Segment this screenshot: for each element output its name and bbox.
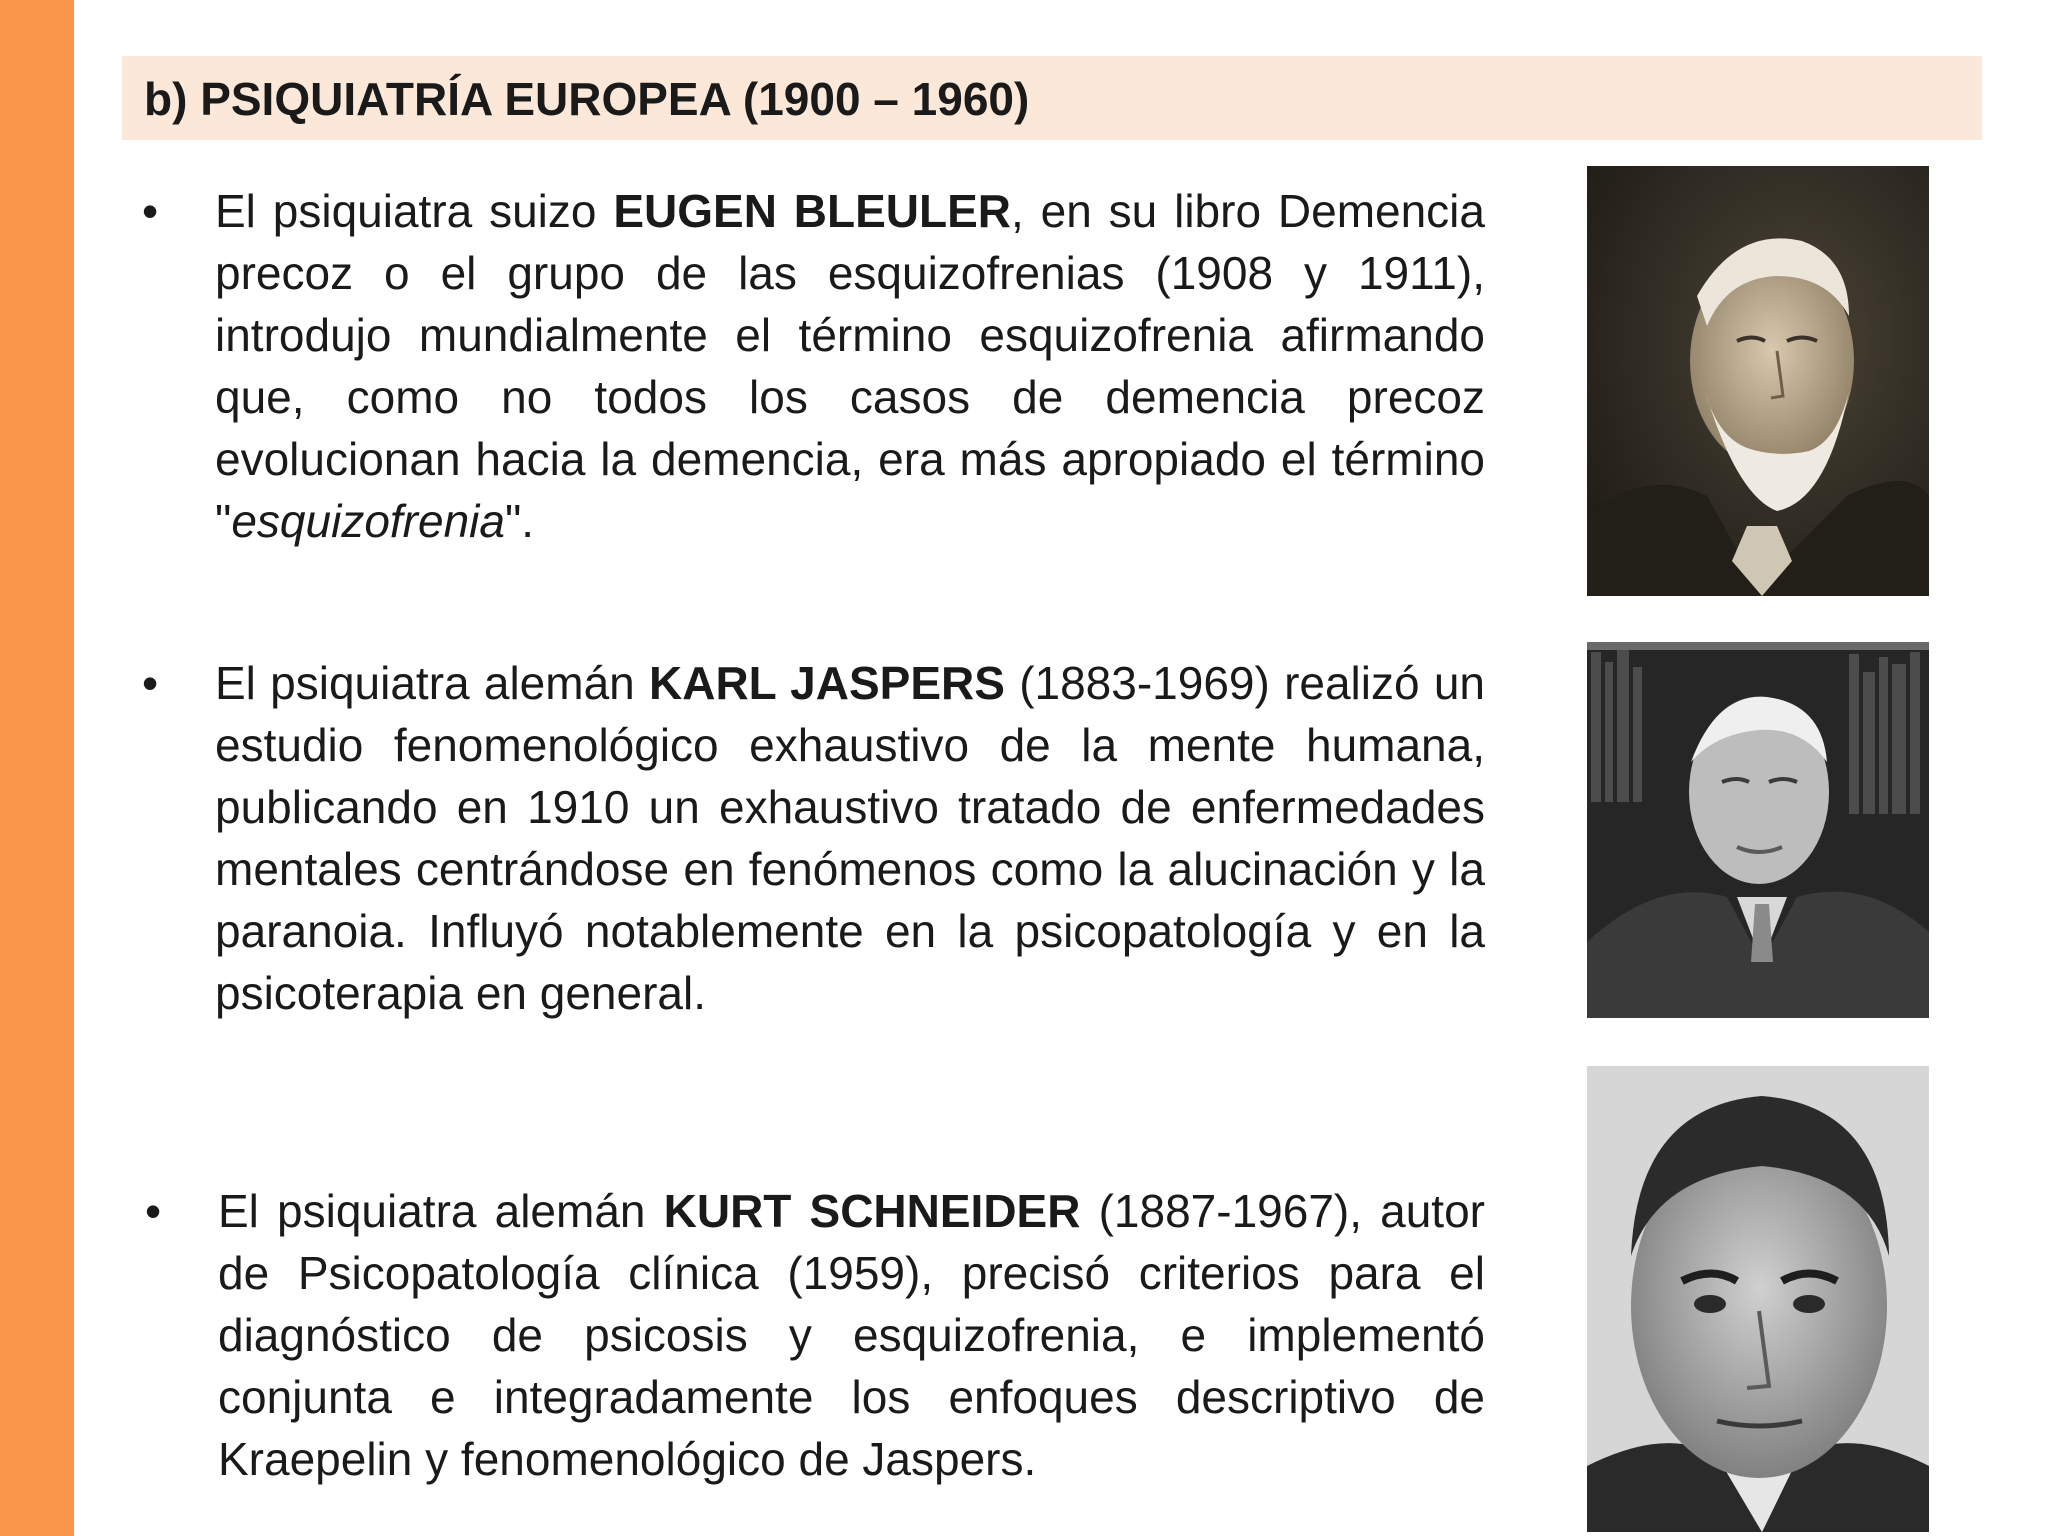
para-text: (1887-1967), autor de Psicopatología clínica (1959), precisó criterios para el diagnóstico de psicosis y esquizofrenia, e implementó conjunta e integradamente los enfoques descriptivo de Kraepelin y fenomenológico de Jaspers. <box>218 1185 1485 1485</box>
portrait-bookshelf-icon <box>1587 642 1929 1018</box>
paragraph-jaspers <box>215 652 1485 1024</box>
bullet-marker: • <box>142 185 159 237</box>
para-text: El psiquiatra alemán <box>215 657 649 709</box>
bullet-marker: • <box>142 657 159 709</box>
portrait-jaspers-image <box>1587 642 1929 1018</box>
portrait-bleuler-image <box>1587 166 1929 596</box>
para-text: (1883-1969) realizó un estudio fenomenológico exhaustivo de la mente humana, publicando en 1910 un exhaustivo tratado de enfermedades mentales centrándose en fenómenos como la alucinación y la paranoia. Influyó notablemente en la psicopatología y en la psicoterapia en general. <box>215 657 1485 1019</box>
paragraph-schneider <box>218 1180 1485 1490</box>
paragraph-bleuler <box>215 180 1485 552</box>
accent-side-bar <box>0 0 74 1536</box>
bullet-marker: • <box>145 1185 162 1237</box>
para-text: El psiquiatra alemán <box>218 1185 664 1237</box>
person-name: KARL JASPERS <box>649 657 1005 709</box>
person-name: EUGEN BLEULER <box>613 185 1011 237</box>
slide-title: b) PSIQUIATRÍA EUROPEA (1900 – 1960) <box>144 73 1030 125</box>
para-text: , en su libro Demencia precoz o el grupo de las esquizofrenias (1908 y 1911), introdujo mundialmente el término esquizofrenia afirmando que, como no todos los casos de demencia precoz evolucionan hacia la demencia, era más apropiado el término " <box>215 185 1485 547</box>
italic-term: esquizofrenia <box>231 495 505 547</box>
para-text: ". <box>504 495 535 547</box>
portrait-closeup-icon <box>1587 1066 1929 1532</box>
title-band <box>122 56 1982 140</box>
para-text: El psiquiatra suizo <box>215 185 614 237</box>
person-name: KURT SCHNEIDER <box>663 1185 1081 1237</box>
portrait-schneider-image <box>1587 1066 1929 1532</box>
portrait-sepia-icon <box>1587 166 1929 596</box>
